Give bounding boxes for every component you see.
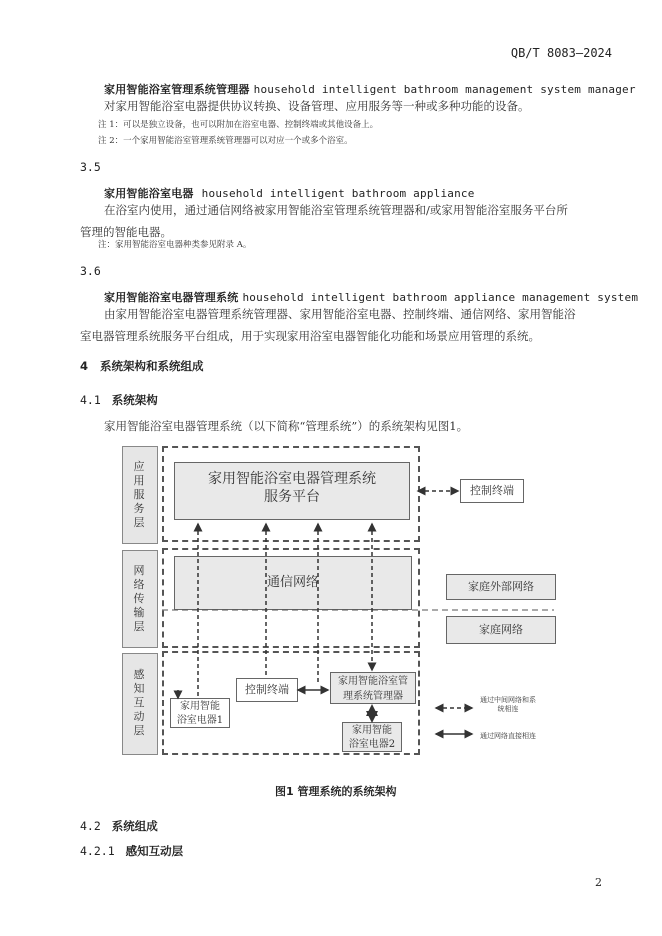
section-4-heading	[80, 358, 204, 374]
platform-line1: 家用智能浴室电器管理系统	[208, 471, 376, 487]
section-4-2-title: 系统组成	[111, 819, 158, 833]
term-3-5-cn: 家用智能浴室电器	[104, 187, 194, 200]
appliance-2-line1: 家用智能	[352, 725, 392, 736]
term-3-6-cn: 家用智能浴室电器管理系统	[104, 291, 239, 304]
section-4-1-number: 4.1	[80, 393, 101, 407]
manager-line2: 理系统管理器	[343, 691, 403, 702]
section-4-2-1-heading	[80, 843, 183, 859]
legend-indirect-line2: 统相连	[497, 705, 519, 713]
term-3-4-en: household intelligent bathroom management system manager	[253, 83, 636, 96]
term-3-6-en: household intelligent bathroom appliance management system	[242, 291, 639, 304]
term-3-5-definition: 在浴室内使用，通过通信网络被家用智能浴室管理系统管理器和/或家用智能浴室服务平台所管理的智能电器。	[80, 203, 568, 239]
control-terminal-bottom: 控制终端	[236, 678, 298, 702]
term-3-5-note: 注：家用智能浴室电器种类参见附录 A。	[98, 240, 252, 250]
legend-direct: 通过网络直接相连	[480, 732, 536, 740]
term-3-4-cn: 家用智能浴室管理系统管理器	[104, 83, 250, 96]
section-4-1-text: 家用智能浴室电器管理系统（以下简称“管理系统”）的系统架构见图1。	[104, 419, 469, 433]
architecture-figure	[122, 446, 554, 758]
section-4-title: 系统架构和系统组成	[100, 359, 204, 373]
appliance-1-line1: 家用智能	[180, 701, 220, 712]
appliance-1-line2: 浴室电器1	[176, 715, 224, 726]
term-3-6-number: 3.6	[80, 264, 101, 278]
term-3-4-definition: 对家用智能浴室电器提供协议转换、设备管理、应用服务等一种或多种功能的设备。	[104, 99, 530, 113]
term-3-4-heading	[104, 81, 636, 97]
figure-connectors	[122, 446, 554, 758]
term-3-4-note2: 注 2：一个家用智能浴室管理系统管理器可以对应一个或多个浴室。	[98, 136, 353, 146]
external-network-box: 家庭外部网络	[446, 574, 556, 600]
standard-code: QB/T 8083—2024	[510, 46, 612, 60]
page-number: 2	[595, 876, 602, 889]
section-4-1-title: 系统架构	[111, 393, 158, 407]
section-4-number: 4	[80, 359, 89, 373]
term-3-6-definition: 由家用智能浴室电器管理系统管理器、家用智能浴室电器、控制终端、通信网络、家用智能浴室电器管理系统服务平台组成，用于实现家用浴室电器智能化功能和场景应用管理的系统。	[80, 307, 576, 343]
appliance-2-line2: 浴室电器2	[348, 739, 396, 750]
section-4-2-1-title: 感知互动层	[125, 844, 184, 858]
section-4-2-heading	[80, 818, 158, 834]
figure-caption: 图1 管理系统的系统架构	[275, 785, 397, 798]
layer-app-label: 应用服务层	[133, 460, 145, 529]
manager-line1: 家用智能浴室管	[338, 676, 408, 687]
home-network-box: 家庭网络	[446, 616, 556, 644]
section-4-1-heading	[80, 392, 158, 408]
communication-network-box: 通信网络	[174, 556, 412, 610]
layer-sense-label: 感知互动层	[133, 668, 145, 737]
term-3-4-note1: 注 1：可以是独立设备，也可以附加在浴室电器、控制终端或其他设备上。	[98, 120, 379, 130]
section-4-2-1-number: 4.2.1	[80, 844, 115, 858]
platform-line2: 服务平台	[264, 489, 320, 505]
term-3-5-en: household intelligent bathroom appliance	[201, 187, 475, 200]
control-terminal-top: 控制终端	[460, 479, 524, 503]
legend-indirect-line1: 通过中间网络和系	[480, 696, 536, 704]
term-3-5-number: 3.5	[80, 160, 101, 174]
section-4-2-number: 4.2	[80, 819, 101, 833]
layer-net-label: 网络传输层	[133, 564, 145, 633]
